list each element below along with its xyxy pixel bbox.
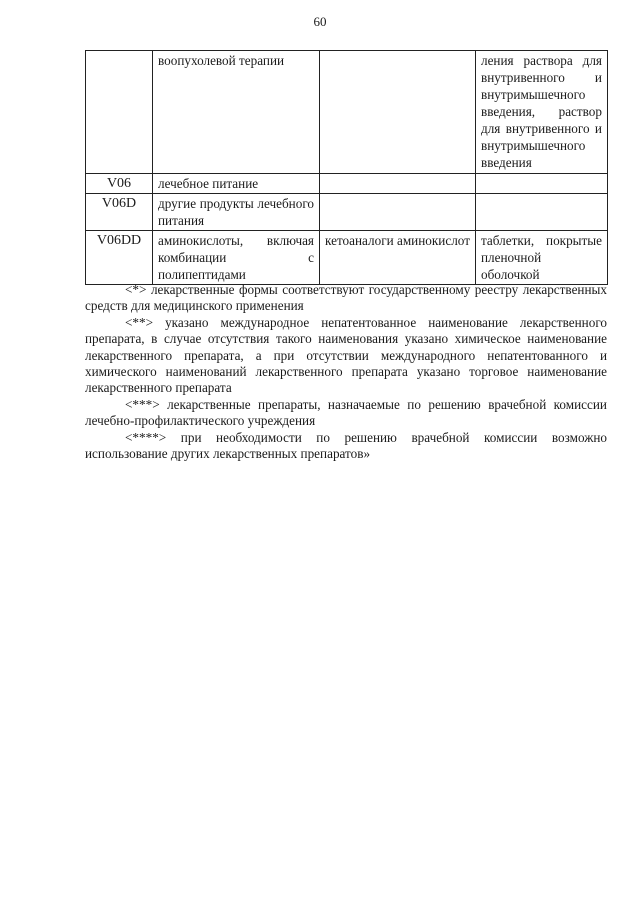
footnote-inn: <**> указано международное непатентованное наименование лекарственного препарата, в случае отсутствия такого наименования указано химическое наименование лекарственного препарата, а при отсутствии международного непатентованного и химического наименований лекарственного препарата указано торговое наименование лекарственного препарата [85, 314, 607, 396]
table-row [86, 174, 608, 194]
atc-code-cell [86, 51, 153, 174]
dosage-form-cell [476, 174, 608, 194]
atc-code-cell: V06DD [86, 231, 153, 285]
dosage-form-cell: таблетки, покрытые пленочной оболочкой [476, 231, 608, 285]
dosage-form-cell: ления раствора для внутривенного и внутримышечного введения, раствор для внутривенного и внутримышечного введения [476, 51, 608, 174]
anatomical-group-cell: лечебное питание [153, 174, 320, 194]
table-row [86, 51, 608, 174]
drug-name-cell: кетоаналоги аминокислот [320, 231, 476, 285]
table-row [86, 194, 608, 231]
footnote-commission: <***> лекарственные препараты, назначаемые по решению врачебной комиссии лечебно-профилактического учреждения [85, 396, 607, 429]
page-number: 60 [313, 14, 327, 29]
anatomical-group-cell: аминокислоты, включая комбинации с полипептидами [153, 231, 320, 285]
table-row [86, 231, 608, 285]
anatomical-group-cell: воопухолевой терапии [153, 51, 320, 174]
dosage-form-cell [476, 194, 608, 231]
drug-table [85, 50, 608, 285]
drug-name-cell [320, 51, 476, 174]
drug-name-cell [320, 194, 476, 231]
footnote-other-drugs: <****> при необходимости по решению врачебной комиссии возможно использование других лекарственных препаратов» [85, 429, 607, 462]
atc-code-cell: V06 [86, 174, 153, 194]
footnote-dosage-forms: <*> лекарственные формы соответствуют государственному реестру лекарственных средств для медицинского применения [85, 282, 607, 314]
anatomical-group-cell: другие продукты лечебного питания [153, 194, 320, 231]
footnotes [85, 282, 607, 462]
atc-code-cell: V06D [86, 194, 153, 231]
drug-name-cell [320, 174, 476, 194]
